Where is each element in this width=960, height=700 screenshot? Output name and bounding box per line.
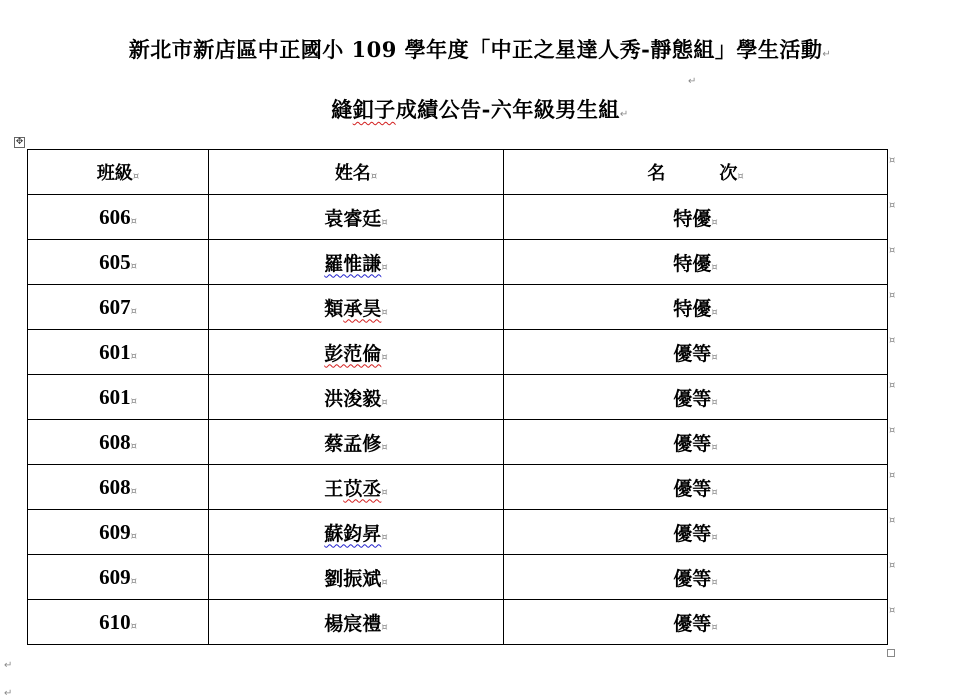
row-end-mark: ¤	[889, 380, 896, 391]
cell-class: 608¤	[28, 465, 209, 510]
cell-name: 彭范倫¤	[209, 330, 504, 375]
cell-class: 609¤	[28, 555, 209, 600]
header-rank: 名 次¤	[504, 150, 888, 195]
cell-class: 607¤	[28, 285, 209, 330]
cell-name: 蔡孟修¤	[209, 420, 504, 465]
cell-class: 608¤	[28, 420, 209, 465]
cell-rank: 優等¤	[504, 555, 888, 600]
table-header-row	[28, 150, 888, 195]
row-end-mark: ¤	[889, 290, 896, 301]
table-row	[28, 420, 888, 465]
cell-rank: 特優¤	[504, 195, 888, 240]
paragraph-mark: ↵	[619, 109, 629, 120]
row-end-mark: ¤	[889, 425, 896, 436]
row-end-mark: ¤	[889, 515, 896, 526]
document-title-line1: 新北市新店區中正國小 109 學年度「中正之星達人秀-靜態組」學生活動↵	[128, 37, 832, 62]
cell-class: 605¤	[28, 240, 209, 285]
cell-name: 王苡丞¤	[209, 465, 504, 510]
table-row	[28, 600, 888, 645]
table-row	[28, 465, 888, 510]
table-move-handle-icon[interactable]: ✥	[15, 137, 24, 147]
cell-rank: 優等¤	[504, 600, 888, 645]
row-end-mark: ¤	[889, 470, 896, 481]
paragraph-mark-final: ↵	[4, 688, 13, 699]
cell-name: 袁睿廷¤	[209, 195, 504, 240]
cell-name: 類承昊¤	[209, 285, 504, 330]
row-end-mark: ¤	[889, 245, 896, 256]
cell-class: 606¤	[28, 195, 209, 240]
cell-name: 劉振斌¤	[209, 555, 504, 600]
cell-class: 601¤	[28, 330, 209, 375]
cell-name: 楊宸禮¤	[209, 600, 504, 645]
paragraph-mark: ↵	[822, 49, 832, 60]
row-end-mark: ¤	[889, 560, 896, 571]
cell-name: 蘇鈞昇¤	[209, 510, 504, 555]
title2-spellcheck-word: 釦子	[352, 97, 396, 122]
empty-paragraph-mark: ↵	[688, 76, 697, 87]
cell-rank: 特優¤	[504, 285, 888, 330]
cell-rank: 優等¤	[504, 465, 888, 510]
table-row	[28, 555, 888, 600]
table-row	[28, 285, 888, 330]
row-end-mark: ¤	[889, 155, 896, 166]
table-resize-handle[interactable]	[887, 649, 895, 657]
cell-rank: 優等¤	[504, 510, 888, 555]
cell-rank: 特優¤	[504, 240, 888, 285]
header-name: 姓名¤	[209, 150, 504, 195]
header-class: 班級¤	[28, 150, 209, 195]
paragraph-mark-after-table: ↵	[4, 660, 13, 671]
cell-name: 洪浚毅¤	[209, 375, 504, 420]
title2-suffix: 成績公告-六年級男生組	[395, 97, 620, 122]
cell-class: 601¤	[28, 375, 209, 420]
cell-rank: 優等¤	[504, 375, 888, 420]
table-row	[28, 195, 888, 240]
cell-rank: 優等¤	[504, 420, 888, 465]
row-end-mark: ¤	[889, 335, 896, 346]
title2-prefix: 縫	[331, 97, 353, 122]
table-row	[28, 510, 888, 555]
cell-class: 609¤	[28, 510, 209, 555]
table-row	[28, 375, 888, 420]
cell-rank: 優等¤	[504, 330, 888, 375]
table-row	[28, 240, 888, 285]
row-end-mark: ¤	[889, 200, 896, 211]
cell-name: 羅惟謙¤	[209, 240, 504, 285]
row-end-mark: ¤	[889, 605, 896, 616]
cell-class: 610¤	[28, 600, 209, 645]
document-title-line2	[0, 94, 960, 124]
results-table	[27, 149, 888, 645]
table-row	[28, 330, 888, 375]
